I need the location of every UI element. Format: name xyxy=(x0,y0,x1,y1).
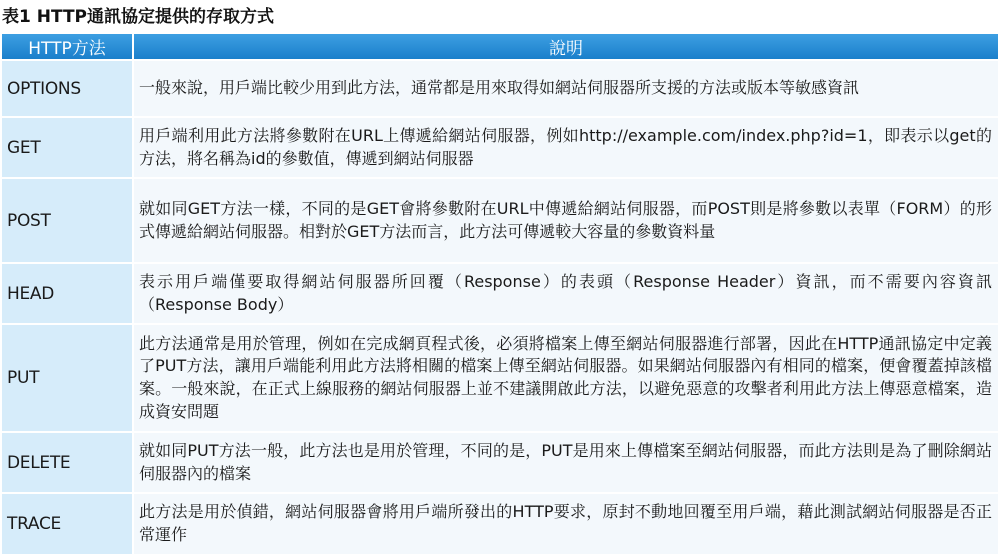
description-cell: 就如同PUT方法一般，此方法也是用於管理，不同的是，PUT是用來上傳檔案至網站伺服器，而此方法則是為了刪除網站伺服器內的檔案 xyxy=(133,432,998,493)
description-cell: 用戶端利用此方法將參數附在URL上傳遞給網站伺服器，例如http://example.com/index.php?id=1，即表示以get的方法，將名稱為id的參數值，傳遞到網站伺服器 xyxy=(133,117,998,178)
method-cell: HEAD xyxy=(2,263,133,324)
description-cell: 表示用戶端僅要取得網站伺服器所回覆（Response）的表頭（Response Header）資訊，而不需要內容資訊（Response Body） xyxy=(133,263,998,324)
method-cell: POST xyxy=(2,178,133,263)
method-cell: GET xyxy=(2,117,133,178)
description-cell: 一般來說，用戶端比較少用到此方法，通常都是用來取得如網站伺服器所支援的方法或版本等敏感資訊 xyxy=(133,60,998,117)
table-header-row xyxy=(2,34,998,60)
http-methods-table xyxy=(2,34,998,556)
table-row xyxy=(2,117,998,178)
method-cell: PUT xyxy=(2,324,133,432)
table-row xyxy=(2,263,998,324)
table-row xyxy=(2,432,998,493)
table-row xyxy=(2,60,998,117)
description-cell: 此方法是用於偵錯，網站伺服器會將用戶端所發出的HTTP要求，原封不動地回覆至用戶端，藉此測試網站伺服器是否正常運作 xyxy=(133,493,998,555)
description-cell: 就如同GET方法一樣，不同的是GET會將參數附在URL中傳遞給網站伺服器，而POST則是將參數以表單（FORM）的形式傳遞給網站伺服器。相對於GET方法而言，此方法可傳遞較大容量的參數資料量 xyxy=(133,178,998,263)
description-cell: 此方法通常是用於管理，例如在完成網頁程式後，必須將檔案上傳至網站伺服器進行部署，因此在HTTP通訊協定中定義了PUT方法，讓用戶端能利用此方法將相關的檔案上傳至網站伺服器。如果網站伺服器內有相同的檔案，便會覆蓋掉該檔案。一般來說，在正式上線服務的網站伺服器上並不建議開啟此方法，以避免惡意的攻擊者利用此方法上傳惡意檔案，造成資安問題 xyxy=(133,324,998,432)
table-row xyxy=(2,178,998,263)
column-header-description: 說明 xyxy=(133,34,998,60)
method-cell: OPTIONS xyxy=(2,60,133,117)
column-header-method: HTTP方法 xyxy=(2,34,133,60)
method-cell: DELETE xyxy=(2,432,133,493)
method-cell: TRACE xyxy=(2,493,133,555)
table-row xyxy=(2,324,998,432)
table-row xyxy=(2,493,998,555)
table-caption: 表1 HTTP通訊協定提供的存取方式 xyxy=(2,7,275,27)
